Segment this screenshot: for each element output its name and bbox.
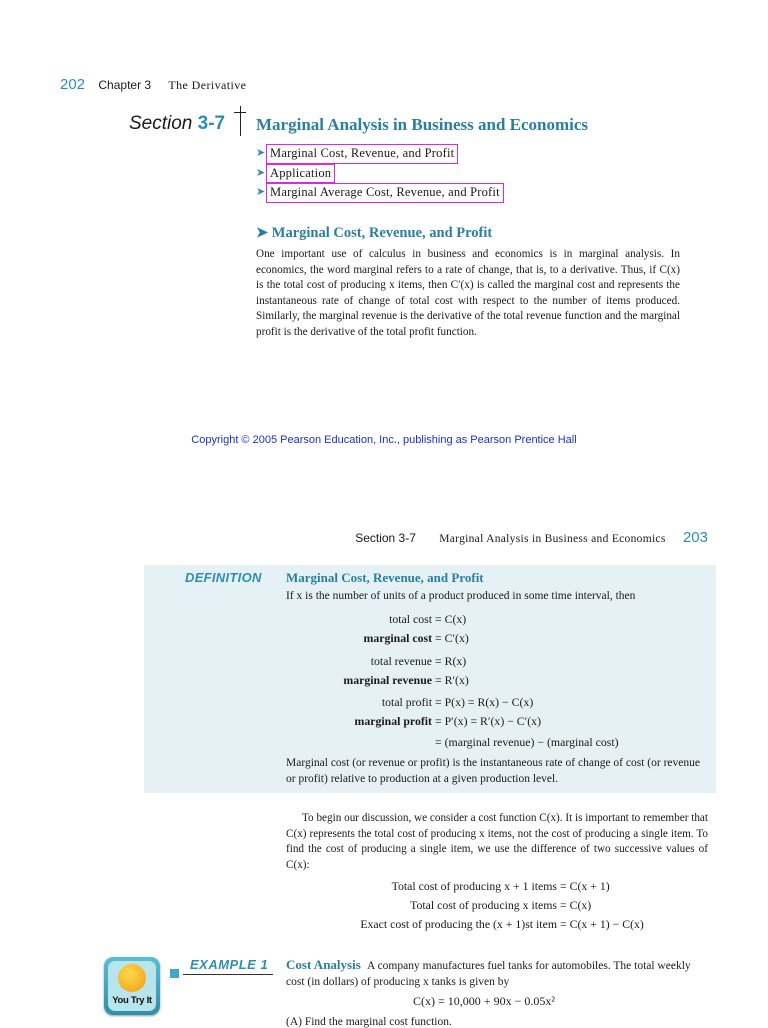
example-part-a: (A) Find the marginal cost function. <box>286 1016 452 1028</box>
arrow-icon: ➤ <box>256 166 266 179</box>
intro-paragraph: One important use of calculus in business and economics is in marginal analysis. In economics, the word marginal refers to a rate of change, that is, to a derivative. Thus, if C(x) is the total cost of producing x items, then C′(x) is called the marginal cost and represents the instantaneous rate of change of total cost with respect to the number of items produced. Similarly, the marginal revenue is the derivative of the total revenue function and the marginal profit is the derivative of the total profit function. <box>256 248 680 338</box>
section-number: 3-7 <box>197 113 226 134</box>
copyright-notice: Copyright © 2005 Pearson Education, Inc., publishing as Pearson Prentice Hall <box>191 434 577 446</box>
example-text <box>286 957 708 990</box>
example-title: Cost Analysis <box>286 957 361 972</box>
equation-row: marginal revenue = R′(x) <box>343 673 469 687</box>
equation-row: marginal cost = C′(x) <box>363 631 469 645</box>
page-number-2: 203 <box>682 529 708 546</box>
section-divider-tick <box>234 112 246 113</box>
section-label-2: Section 3-7 <box>355 531 416 545</box>
equation-row: marginal profit = P′(x) = R′(x) − C′(x) <box>354 714 542 728</box>
section-title-2: Marginal Analysis in Business and Economics <box>439 533 666 545</box>
toc-item[interactable] <box>256 144 504 164</box>
arrow-icon: ➤ <box>256 225 272 241</box>
cost-line: Total cost of producing x + 1 items = C(x + 1) <box>391 879 610 893</box>
equation-row: = (marginal revenue) − (marginal cost) <box>435 735 619 749</box>
equation-row: total revenue = R(x) <box>370 654 467 668</box>
toc-link-marginal-cost[interactable]: Marginal Cost, Revenue, and Profit <box>266 144 458 164</box>
chapter-label: Chapter 3 <box>98 78 152 92</box>
definition-note: Marginal cost (or revenue or profit) is the instantaneous rate of change of cost (or revenue or profit) relative to production at a given production level. <box>286 757 700 785</box>
toc-item[interactable] <box>256 164 504 184</box>
section-toc <box>256 144 504 203</box>
section-divider <box>240 106 241 136</box>
example-label: EXAMPLE 1 <box>190 957 269 972</box>
arrow-icon: ➤ <box>256 186 266 198</box>
lightbulb-icon <box>118 964 146 992</box>
example-formula: C(x) = 10,000 + 90x − 0.05x² <box>413 994 555 1008</box>
cost-line: Total cost of producing x items = C(x) <box>410 898 592 912</box>
definition-label: DEFINITION <box>185 570 262 585</box>
example-marker-icon <box>170 969 179 978</box>
equation-row: total cost = C(x) <box>389 612 467 626</box>
page-header-2 <box>355 529 708 546</box>
definition-title: Marginal Cost, Revenue, and Profit <box>286 570 484 585</box>
page-header <box>60 76 246 93</box>
example-body: A company manufactures fuel tanks for automobiles. The total weekly cost (in dollars) of producing x tanks is given by <box>286 960 691 988</box>
example-rule <box>183 974 273 975</box>
section-label <box>129 113 225 135</box>
subsection-title: ➤ Marginal Cost, Revenue, and Profit <box>256 225 493 241</box>
section-word: Section <box>129 113 193 134</box>
you-try-it-label: You Try It <box>112 995 152 1006</box>
page-number: 202 <box>60 76 86 93</box>
equation-row: total profit = P(x) = R(x) − C(x) <box>381 695 534 709</box>
discussion-paragraph: To begin our discussion, we consider a cost function C(x). It is important to remember that C(x) represents the total cost of producing x items, not the cost of producing a single item. To find the cost of producing a single item, we use the difference of two successive values of C(x): <box>286 812 708 871</box>
definition-intro: If x is the number of units of a product produced in some time interval, then <box>286 590 636 602</box>
toc-link-marginal-average[interactable]: Marginal Average Cost, Revenue, and Profit <box>266 183 504 203</box>
toc-link-application[interactable]: Application <box>266 164 335 184</box>
arrow-icon: ➤ <box>256 147 266 159</box>
cost-line: Exact cost of producing the (x + 1)st item = C(x + 1) − C(x) <box>360 917 644 931</box>
section-title: Marginal Analysis in Business and Economics <box>256 115 589 134</box>
toc-item[interactable] <box>256 183 504 203</box>
chapter-title: The Derivative <box>168 78 247 92</box>
